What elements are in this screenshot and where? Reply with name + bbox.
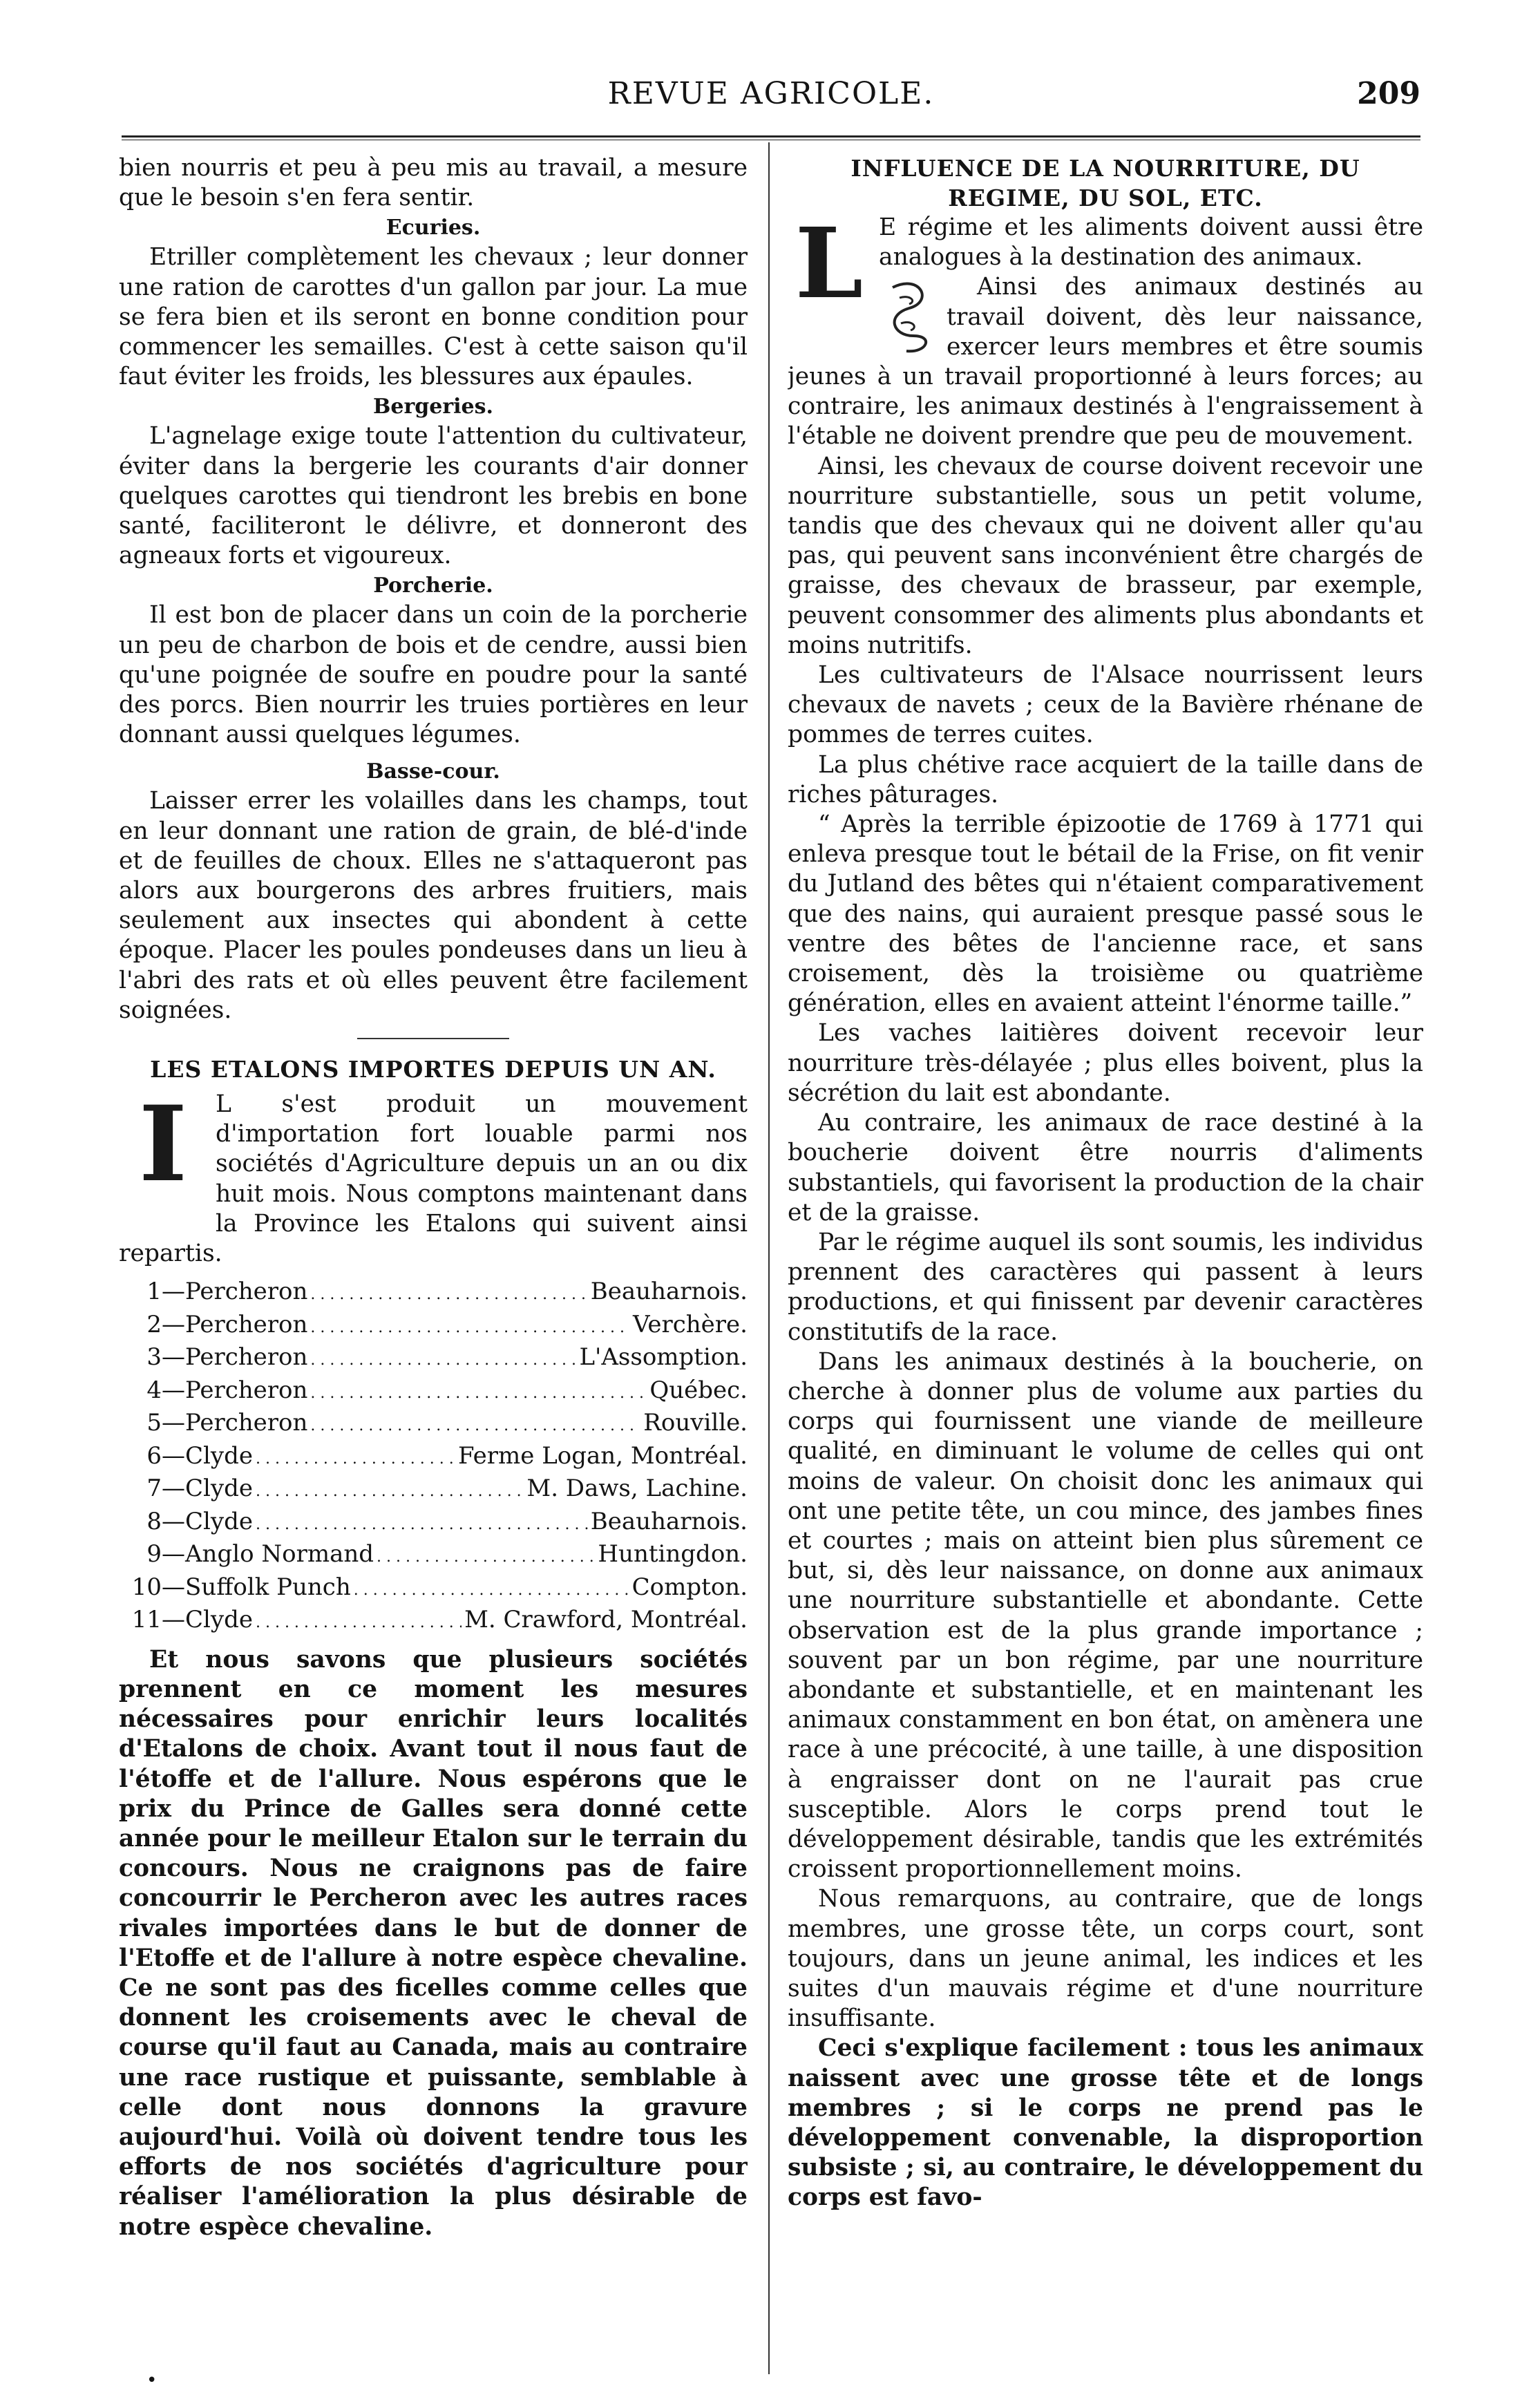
stallion-number: 3— <box>146 1343 185 1372</box>
etalons-title: LES ETALONS IMPORTES DEPUIS UN AN. <box>150 1056 716 1083</box>
basse-cour-text: Laisser errer les volailles dans les champs, tout en leur donnant une ration de grain, de blé-d'inde et de feuilles de choux. Elles ne s'attaqueront pas alors aux bourgerons des arbres fruitiers, mais seulement aux insectes qui abondent à cette époque. Placer les poules pondeuses dans un lieu à l'abri des rats et où elles peuvent être facilement soignées. <box>119 787 748 1024</box>
stallion-breed: Clyde <box>185 1475 253 1503</box>
stallion-number: 6— <box>146 1441 185 1470</box>
dot-leader <box>310 1343 576 1376</box>
stallion-location: Beauharnois. <box>590 1278 748 1306</box>
influence-para-8: Au contraire, les animaux de race destiné à la boucherie doivent être nourris d'aliments substantiels, qui favorisent la production de la chair et de la graisse. <box>788 1109 1423 1226</box>
influence-title-line1: INFLUENCE DE LA NOURRITURE, DU <box>850 155 1360 182</box>
influence-para-1: E régime et les aliments doivent aussi être analogues à la destination des animaux. <box>879 214 1423 272</box>
stallion-breed: Percheron <box>185 1343 308 1372</box>
stallion-number: 10— <box>131 1573 185 1601</box>
influence-para-9: Par le régime auquel ils sont soumis, les individus prennent des caractères qui passent à leurs productions, et qui finissent par devenir caractères constitutifs de la race. <box>788 1228 1423 1346</box>
stallion-breed: Clyde <box>185 1606 253 1634</box>
stallion-number: 8— <box>146 1507 185 1535</box>
bergeries-heading: Bergeries. <box>373 395 493 419</box>
stallion-location: M. Crawford, Montréal. <box>464 1606 748 1634</box>
stallion-number: 5— <box>146 1409 185 1437</box>
influence-para-2: Ainsi des animaux destinés au travail doivent, dès leur naissance, exercer leurs membres et être soumis jeunes à un travail proportionné à leurs forces; au contraire, les animaux destinés à l'engraissement à l'étable ne doivent prendre que peu de mouvement. <box>788 273 1423 451</box>
stallion-breed: Anglo Normand <box>185 1540 374 1569</box>
stallion-list-item <box>119 1376 748 1409</box>
stallion-list-item <box>119 1539 748 1573</box>
stallion-breed: Percheron <box>185 1409 308 1437</box>
stallion-location: Rouville. <box>643 1409 748 1437</box>
ecuries-text: Etriller complètement les chevaux ; leur donner une ration de carottes d'un gallon par jour. La mue se fera bien et ils seront en bonne condition pour commencer les semailles. C'est à cette saison qu'il faut éviter les froids, les blessures aux épaules. <box>119 243 748 391</box>
influence-para-3: Ainsi, les chevaux de course doivent recevoir une nourriture substantielle, sous un petit volume, tandis que des chevaux qui ne doivent aller qu'au pas, qui peuvent sans inconvénient être chargés de graisse, des chevaux de brasseur, par exemple, peuvent consommer des aliments plus abondants et moins nutritifs. <box>788 452 1423 659</box>
stallion-list-item <box>119 1408 748 1441</box>
stallion-list-item <box>119 1605 748 1638</box>
bergeries-text: L'agnelage exige toute l'attention du cultivateur, éviter dans la bergerie les courants d'air donner quelques carottes qui tiendront les brebis en bone santé, faciliteront le délivre, et donneront des agneaux forts et vigoureux. <box>119 422 748 570</box>
influence-para-6: “ Après la terrible épizootie de 1769 à 1771 qui enleva presque tout le bétail de la Frise, on fit venir du Jutland des bêtes qui n'étaient comparativement que des nains, qui auraient presque passé sous le ventre des bêtes de l'ancienne race, et sans croisement, dès la troisième ou quatrième génération, elles en avaient atteint l'énorme taille.” <box>788 811 1423 1018</box>
influence-para-10: Dans les animaux destinés à la boucherie, on cherche à donner plus de volume aux parties du corps qui fournissent une viande de meilleure qualité, en diminuant le volume de celles qui ont moins de valeur. On choisit donc les animaux qui ont une petite tête, un cou mince, des jambes fines et courtes ; mais on atteint bien plus sûrement ce but, si, dès leur naissance, on donne aux animaux une nourriture substantielle et abondante. Cette observation est de la plus grande importance ; souvent par un bon régime, par une nourriture abondante et substantielle, et en maintenant les animaux constamment en bon état, on amènera une race à une précocité, à une taille, à une disposition à engraisser dont on ne l'aurait pas crue susceptible. Alors le corps prend tout le développement désirable, tandis que les extrémités croissent proportionnellement moins. <box>788 1347 1423 1884</box>
stallion-breed: Clyde <box>185 1507 253 1535</box>
ecuries-heading: Ecuries. <box>386 216 481 240</box>
dot-leader <box>310 1277 587 1310</box>
flourish-ornament-icon <box>879 274 940 357</box>
column-divider <box>768 142 770 2374</box>
ornamental-dropcap-l: L <box>795 207 864 321</box>
stallion-location: Québec. <box>649 1376 748 1404</box>
stallion-breed: Percheron <box>185 1278 308 1306</box>
dot-leader <box>310 1408 640 1441</box>
etalons-intro: L s'est produit un mouvement d'importation fort louable parmi nos sociétés d'Agriculture depuis un an ou dix huit mois. Nous comptons maintenant dans la Province les Etalons qui suivent ainsi repartis. <box>119 1090 748 1268</box>
dot-leader <box>310 1310 630 1343</box>
stallion-location: L'Assomption. <box>579 1343 748 1372</box>
influence-para-12: Ceci s'explique facilement : tous les animaux naissent avec une grosse tête et de longs membres ; si le corps ne prend pas le développement convenable, la disproportion subsiste ; si, au contraire, le développement du corps est favo- <box>788 2034 1423 2212</box>
dot-leader <box>377 1539 595 1573</box>
porcherie-heading: Porcherie. <box>373 574 493 598</box>
influence-para-11: Nous remarquons, au contraire, que de longs membres, une grosse tête, un corps court, sont toujours, dans un jeune animal, les indices et les suites d'un mauvais régime et d'une nourriture insuffisante. <box>788 1885 1423 2033</box>
stallion-breed: Percheron <box>185 1310 308 1338</box>
basse-cour-heading: Basse-cour. <box>366 759 500 784</box>
section-divider <box>357 1038 509 1039</box>
stallion-location: Ferme Logan, Montréal. <box>457 1441 748 1470</box>
stallion-number: 1— <box>146 1278 185 1306</box>
dot-leader <box>310 1376 647 1409</box>
stallion-list-item <box>119 1343 748 1376</box>
stallion-number: 11— <box>131 1606 185 1634</box>
stallion-number: 9— <box>146 1540 185 1569</box>
stallion-number: 4— <box>146 1376 185 1404</box>
stallion-list-item <box>119 1573 748 1606</box>
right-column <box>788 153 1423 2378</box>
stallion-breed: Percheron <box>185 1376 308 1404</box>
stallion-list-item <box>119 1441 748 1475</box>
ornamental-dropcap-i: I <box>138 1083 188 1206</box>
stallion-list-item <box>119 1277 748 1310</box>
stallion-number: 2— <box>146 1310 185 1338</box>
stallion-list-item <box>119 1474 748 1507</box>
influence-title-line2: REGIME, DU SOL, ETC. <box>948 184 1263 211</box>
influence-para-4: Les cultivateurs de l'Alsace nourrissent leurs chevaux de navets ; ceux de la Bavière rhénane de pommes de terres cuites. <box>788 661 1423 749</box>
page-number: 209 <box>1357 76 1420 111</box>
porcherie-text: Il est bon de placer dans un coin de la porcherie un peu de charbon de bois et de cendre, aussi bien qu'une poignée de soufre en poudre pour la santé des porcs. Bien nourrir les truies portières en leur donnant aussi quelques légumes. <box>119 601 748 749</box>
stallion-location: Compton. <box>631 1573 748 1601</box>
dot-leader <box>256 1474 524 1507</box>
etalons-closing: Et nous savons que plusieurs sociétés prennent en ce moment les mesures nécessaires pour enrichir leurs localités d'Etalons de choix. Avant tout il nous faut de l'étoffe et de l'allure. Nous espérons que le prix du Prince de Galles sera donné cette année pour le meilleur Etalon sur le terrain du concours. Nous ne craignons pas de faire concourrir le Percheron avec les autres races rivales importées dans le but de donner de l'Etoffe et de l'allure à notre espèce chevaline. Ce ne sont pas des ficelles comme celles que donnent les croisements avec le cheval de course qu'il faut au Canada, mais au contraire une race rustique et puissante, semblable à celle dont nous donnons la gravure aujourd'hui. Voilà où doivent tendre tous les efforts de nos sociétés d'agriculture pour réaliser l'amélioration la plus désirable de notre espèce chevaline. <box>119 1645 748 2241</box>
stallion-list <box>119 1277 748 1638</box>
stallion-breed: Clyde <box>185 1441 253 1470</box>
influence-para-7: Les vaches laitières doivent recevoir leur nourriture très-délayée ; plus elles boivent, plus la sécrétion du lait est abondante. <box>788 1019 1423 1107</box>
dot-leader <box>354 1573 629 1606</box>
dot-leader <box>256 1441 455 1475</box>
stallion-list-item <box>119 1310 748 1343</box>
left-column <box>119 153 748 2378</box>
stallion-location: Huntingdon. <box>598 1540 748 1569</box>
stallion-location: Beauharnois. <box>590 1507 748 1535</box>
stallion-breed: Suffolk Punch <box>185 1573 351 1601</box>
footer-mark: • <box>146 2370 158 2391</box>
stallion-list-item <box>119 1507 748 1540</box>
stallion-number: 7— <box>146 1475 185 1503</box>
header-rule <box>122 135 1420 140</box>
opening-paragraph: bien nourris et peu à peu mis au travail, a mesure que le besoin s'en fera sentir. <box>119 154 748 212</box>
dot-leader <box>256 1507 588 1540</box>
dot-leader <box>256 1605 462 1638</box>
stallion-location: M. Daws, Lachine. <box>526 1475 748 1503</box>
stallion-location: Verchère. <box>632 1310 748 1338</box>
influence-para-5: La plus chétive race acquiert de la taille dans de riches pâturages. <box>788 750 1423 808</box>
page-header <box>122 73 1420 129</box>
running-title: REVUE AGRICOLE. <box>607 76 935 111</box>
